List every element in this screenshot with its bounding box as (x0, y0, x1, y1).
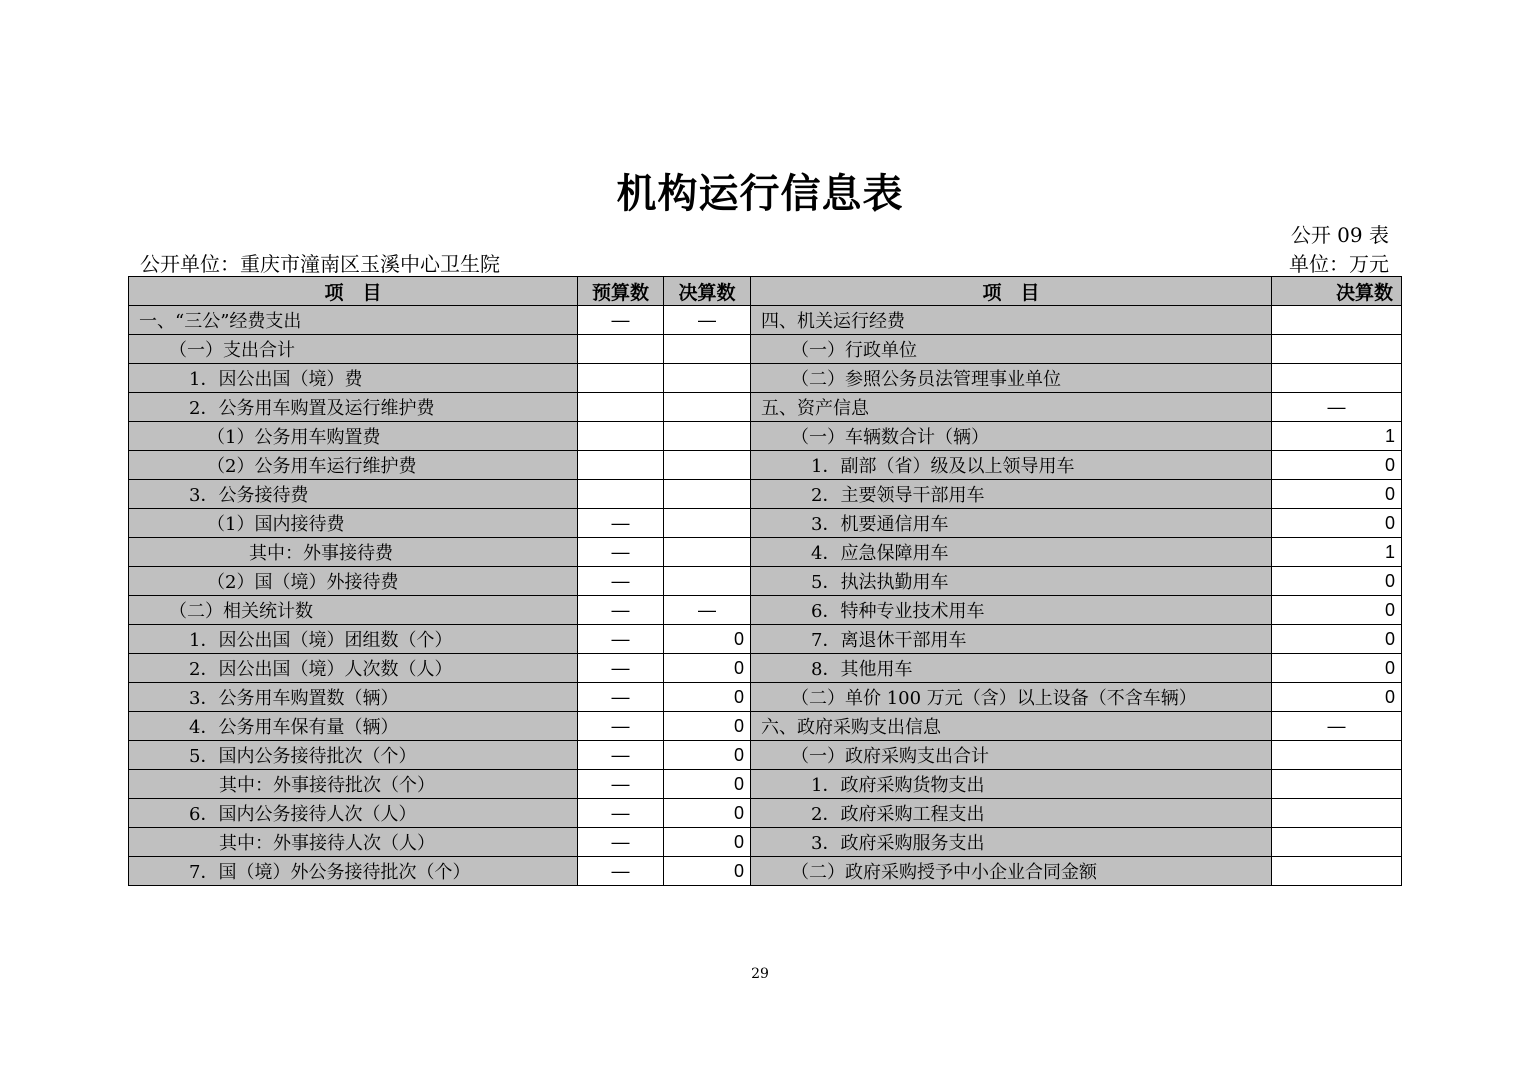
right-item-text: （二）政府采购授予中小企业合同金额 (791, 862, 1097, 883)
right-final-cell: 0 (1272, 625, 1402, 654)
table-row (129, 422, 1402, 451)
left-item-label (129, 538, 578, 567)
right-item-text: 2．主要领导干部用车 (811, 485, 985, 506)
header-left-item: 项 目 (129, 277, 578, 306)
budget-cell: — (578, 654, 664, 683)
right-item-text: （一）车辆数合计（辆） (791, 427, 989, 448)
budget-cell (578, 364, 664, 393)
left-item-label (129, 306, 578, 335)
final-cell (664, 509, 751, 538)
budget-cell: — (578, 567, 664, 596)
header-right-final: 决算数 (1272, 277, 1402, 306)
page-title: 机构运行信息表 (616, 171, 904, 217)
right-final-cell (1272, 364, 1402, 393)
budget-cell (578, 480, 664, 509)
left-item-label (129, 335, 578, 364)
final-cell (664, 538, 751, 567)
left-item-label (129, 451, 578, 480)
final-cell: 0 (664, 799, 751, 828)
left-item-text: 4．公务用车保有量（辆） (189, 717, 399, 738)
table-row (129, 654, 1402, 683)
table-row (129, 538, 1402, 567)
table-header-row (129, 277, 1402, 306)
left-item-text: （一）支出合计 (169, 340, 295, 361)
right-item-text: 4．应急保障用车 (811, 543, 949, 564)
page-number: 29 (751, 966, 769, 982)
final-cell: — (664, 596, 751, 625)
left-item-label (129, 509, 578, 538)
right-item-text: 3．机要通信用车 (811, 514, 949, 535)
final-cell: 0 (664, 683, 751, 712)
right-item-label (751, 335, 1272, 364)
final-cell: 0 (664, 828, 751, 857)
right-item-label (751, 596, 1272, 625)
left-item-label (129, 364, 578, 393)
left-item-text: 6．国内公务接待人次（人） (189, 804, 417, 825)
right-item-label (751, 567, 1272, 596)
left-item-label (129, 654, 578, 683)
right-item-label (751, 712, 1272, 741)
left-item-label (129, 712, 578, 741)
right-final-cell (1272, 741, 1402, 770)
final-cell: 0 (664, 654, 751, 683)
final-cell: 0 (664, 712, 751, 741)
final-cell: 0 (664, 857, 751, 886)
right-item-text: 四、机关运行经费 (761, 311, 905, 332)
left-item-text: （2）国（境）外接待费 (207, 572, 399, 593)
table-row (129, 306, 1402, 335)
currency-unit: 单位：万元 (1289, 252, 1389, 276)
right-final-cell (1272, 306, 1402, 335)
left-item-text: 其中：外事接待人次（人） (219, 833, 435, 854)
budget-cell: — (578, 306, 664, 335)
right-item-label (751, 683, 1272, 712)
right-item-label (751, 306, 1272, 335)
table-row (129, 596, 1402, 625)
right-item-label (751, 451, 1272, 480)
right-item-label (751, 480, 1272, 509)
left-item-label (129, 683, 578, 712)
right-item-label (751, 393, 1272, 422)
right-item-label (751, 857, 1272, 886)
right-final-cell: 0 (1272, 509, 1402, 538)
budget-cell: — (578, 857, 664, 886)
left-item-text: 3．公务用车购置数（辆） (189, 688, 399, 709)
right-final-cell: 0 (1272, 596, 1402, 625)
left-item-text: 一、“三公”经费支出 (139, 311, 302, 332)
right-final-cell: 0 (1272, 683, 1402, 712)
budget-cell (578, 422, 664, 451)
budget-cell: — (578, 625, 664, 654)
final-cell: 0 (664, 625, 751, 654)
final-cell (664, 451, 751, 480)
right-item-text: 5．执法执勤用车 (811, 572, 949, 593)
table-row (129, 712, 1402, 741)
right-item-text: 1．政府采购货物支出 (811, 775, 985, 796)
left-item-label (129, 828, 578, 857)
table-row (129, 480, 1402, 509)
right-final-cell (1272, 857, 1402, 886)
right-item-label (751, 770, 1272, 799)
right-item-text: 7．离退休干部用车 (811, 630, 967, 651)
table-row (129, 335, 1402, 364)
budget-cell (578, 451, 664, 480)
final-cell: 0 (664, 770, 751, 799)
budget-cell: — (578, 799, 664, 828)
table-row (129, 567, 1402, 596)
left-item-text: （2）公务用车运行维护费 (207, 456, 417, 477)
final-cell: — (664, 306, 751, 335)
left-item-label (129, 770, 578, 799)
final-cell (664, 480, 751, 509)
right-item-text: 3．政府采购服务支出 (811, 833, 985, 854)
right-final-cell (1272, 335, 1402, 364)
right-item-label (751, 538, 1272, 567)
right-item-label (751, 509, 1272, 538)
header-budget: 预算数 (578, 277, 664, 306)
left-item-label (129, 741, 578, 770)
left-item-text: 其中：外事接待费 (249, 543, 393, 564)
left-item-text: 5．国内公务接待批次（个） (189, 746, 417, 767)
right-final-cell: 1 (1272, 538, 1402, 567)
left-item-text: 其中：外事接待批次（个） (219, 775, 435, 796)
left-item-label (129, 422, 578, 451)
right-item-text: 2．政府采购工程支出 (811, 804, 985, 825)
header-final: 决算数 (664, 277, 751, 306)
budget-cell: — (578, 509, 664, 538)
table-row (129, 770, 1402, 799)
right-final-cell: 0 (1272, 654, 1402, 683)
right-final-cell: 0 (1272, 567, 1402, 596)
left-item-label (129, 480, 578, 509)
budget-cell (578, 393, 664, 422)
budget-cell: — (578, 828, 664, 857)
right-item-text: （一）行政单位 (791, 340, 917, 361)
right-item-label (751, 799, 1272, 828)
table-row (129, 857, 1402, 886)
left-item-text: 2．因公出国（境）人次数（人） (189, 659, 453, 680)
right-item-text: 8．其他用车 (811, 659, 913, 680)
final-cell (664, 335, 751, 364)
form-number: 公开 09 表 (1290, 223, 1389, 247)
right-final-cell: — (1272, 712, 1402, 741)
left-item-label (129, 625, 578, 654)
right-item-text: 6．特种专业技术用车 (811, 601, 985, 622)
table-row (129, 625, 1402, 654)
final-cell: 0 (664, 741, 751, 770)
budget-cell (578, 335, 664, 364)
left-item-text: 1．因公出国（境）费 (189, 369, 363, 390)
final-cell (664, 567, 751, 596)
right-final-cell: 0 (1272, 480, 1402, 509)
table-row (129, 364, 1402, 393)
table-row (129, 799, 1402, 828)
right-item-text: （一）政府采购支出合计 (791, 746, 989, 767)
right-item-text: 六、政府采购支出信息 (761, 717, 941, 738)
final-cell (664, 422, 751, 451)
budget-cell: — (578, 683, 664, 712)
right-final-cell: 0 (1272, 451, 1402, 480)
right-item-label (751, 654, 1272, 683)
right-item-label (751, 828, 1272, 857)
table-row (129, 451, 1402, 480)
left-item-text: 2．公务用车购置及运行维护费 (189, 398, 435, 419)
right-item-label (751, 364, 1272, 393)
left-item-text: 3．公务接待费 (189, 485, 309, 506)
right-final-cell: — (1272, 393, 1402, 422)
table-row (129, 509, 1402, 538)
left-item-label (129, 596, 578, 625)
right-final-cell: 1 (1272, 422, 1402, 451)
right-final-cell (1272, 828, 1402, 857)
right-final-cell (1272, 770, 1402, 799)
budget-cell: — (578, 712, 664, 741)
right-item-text: 1．副部（省）级及以上领导用车 (811, 456, 1075, 477)
left-item-text: （1）公务用车购置费 (207, 427, 381, 448)
left-item-text: （二）相关统计数 (169, 601, 313, 622)
left-item-label (129, 799, 578, 828)
left-item-label (129, 857, 578, 886)
right-item-label (751, 422, 1272, 451)
budget-cell: — (578, 538, 664, 567)
left-item-label (129, 393, 578, 422)
table-row (129, 741, 1402, 770)
budget-cell: — (578, 596, 664, 625)
right-item-text: 五、资产信息 (761, 398, 869, 419)
right-item-label (751, 625, 1272, 654)
right-item-text: （二）参照公务员法管理事业单位 (791, 369, 1061, 390)
table-row (129, 683, 1402, 712)
budget-cell: — (578, 741, 664, 770)
table-body (129, 306, 1402, 886)
left-item-text: 7．国（境）外公务接待批次（个） (189, 862, 471, 883)
header-right-item: 项 目 (751, 277, 1272, 306)
left-item-text: 1．因公出国（境）团组数（个） (189, 630, 453, 651)
reporting-unit: 公开单位：重庆市潼南区玉溪中心卫生院 (140, 252, 500, 276)
left-item-text: （1）国内接待费 (207, 514, 345, 535)
table-row (129, 393, 1402, 422)
table-row (129, 828, 1402, 857)
left-item-label (129, 567, 578, 596)
budget-cell: — (578, 770, 664, 799)
right-item-label (751, 741, 1272, 770)
final-cell (664, 393, 751, 422)
info-table (128, 276, 1402, 886)
right-item-text: （二）单价 100 万元（含）以上设备（不含车辆） (791, 688, 1197, 709)
final-cell (664, 364, 751, 393)
right-final-cell (1272, 799, 1402, 828)
